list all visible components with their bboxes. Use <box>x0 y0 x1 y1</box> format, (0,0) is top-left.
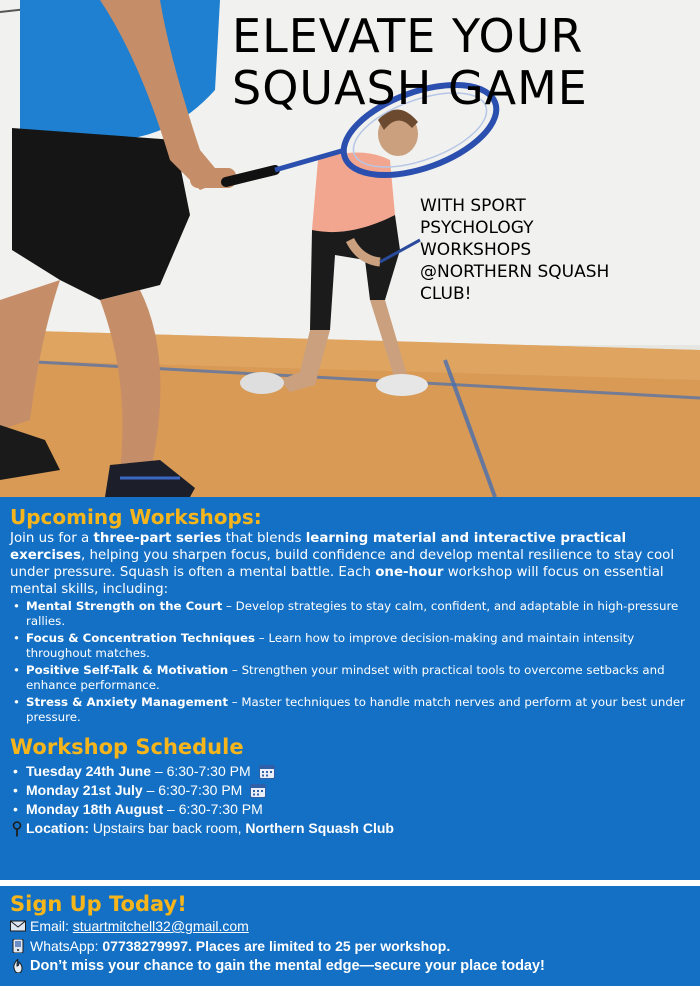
whatsapp-number[interactable]: 07738279997. Places are limited to 25 per workshop. <box>102 938 451 954</box>
subheadline-line-1: WITH SPORT <box>420 196 526 216</box>
session-date: Monday 21st July <box>26 782 143 798</box>
schedule-item <box>10 781 688 800</box>
skill-title: Mental Strength on the Court <box>26 599 223 613</box>
schedule-title: Workshop Schedule <box>10 735 244 759</box>
closing-row <box>10 956 688 976</box>
schedule-item <box>10 762 688 781</box>
intro-highlight: one-hour <box>375 565 444 580</box>
skills-list-item <box>10 695 688 725</box>
email-row <box>10 916 688 936</box>
location-venue: Northern Squash Club <box>245 820 394 836</box>
calendar-icon[interactable] <box>259 764 275 779</box>
workshops-panel <box>0 497 700 880</box>
subheadline-line-5: CLUB! <box>420 284 472 304</box>
location-pin-icon <box>11 821 23 837</box>
skills-list-item <box>10 663 688 693</box>
signup-panel <box>0 884 700 986</box>
signup-title: Sign Up Today! <box>10 892 187 916</box>
intro-highlight: learning material and interactive practical exercises <box>10 531 627 563</box>
calendar-icon[interactable] <box>250 783 266 798</box>
schedule-item <box>10 800 688 819</box>
skills-list-item <box>10 599 688 629</box>
whatsapp-row <box>10 936 688 956</box>
session-date: Monday 18th August <box>26 801 164 817</box>
skill-title: Focus & Concentration Techniques <box>26 631 256 645</box>
session-time: – 6:30-7:30 PM <box>163 801 263 817</box>
session-time: – 6:30-7:30 PM <box>151 763 251 779</box>
skill-title: Positive Self-Talk & Motivation <box>26 663 229 677</box>
closing-text: Don’t miss your chance to gain the mental edge—secure your place today! <box>30 958 545 974</box>
headline-line-2: SQUASH GAME <box>232 61 588 115</box>
email-label: Email: <box>30 918 73 934</box>
skill-title: Stress & Anxiety Management <box>26 695 228 709</box>
skill-desc: – Develop strategies to stay calm, confident, and adaptable in high-pressure rallies. <box>26 599 679 628</box>
location-text: Upstairs bar back room, <box>89 820 246 836</box>
intro-text: , helping you sharpen focus, build confidence and develop mental resilience to stay cool under pressure. Squash is often a mental battle. Each <box>10 548 675 580</box>
workshops-intro <box>10 530 688 598</box>
whatsapp-label: WhatsApp: <box>30 938 103 954</box>
envelope-icon <box>10 919 26 933</box>
flame-icon <box>10 959 26 973</box>
intro-text: workshop will focus on essential mental skills, including: <box>10 565 664 597</box>
location-label: Location: <box>26 820 89 836</box>
intro-highlight: three-part series <box>93 531 222 546</box>
headline-line-1: ELEVATE YOUR <box>232 9 584 63</box>
session-date: Tuesday 24th June <box>26 763 152 779</box>
intro-text: that blends <box>221 531 306 546</box>
subheadline <box>420 195 690 305</box>
workshops-title: Upcoming Workshops: <box>10 505 262 529</box>
phone-icon <box>10 939 26 953</box>
email-link[interactable]: stuartmitchell32@gmail.com <box>72 918 249 934</box>
skills-list-item <box>10 631 688 661</box>
headline <box>232 10 692 114</box>
location-line <box>10 819 688 838</box>
intro-text: Join us for a <box>10 531 94 546</box>
subheadline-line-4: @NORTHERN SQUASH <box>420 262 610 282</box>
schedule-list <box>10 762 688 819</box>
session-time: – 6:30-7:30 PM <box>142 782 243 798</box>
subheadline-line-2: PSYCHOLOGY <box>420 218 534 238</box>
skill-desc: – Master techniques to handle match nerves and perform at your best under pressure. <box>26 695 685 724</box>
skills-list <box>10 599 688 725</box>
skill-desc: – Learn how to improve decision-making and maintain intensity throughout matches. <box>26 631 635 660</box>
skill-desc: – Strengthen your mindset with practical tools to overcome setbacks and enhance performance. <box>26 663 665 692</box>
subheadline-line-3: WORKSHOPS <box>420 240 532 260</box>
